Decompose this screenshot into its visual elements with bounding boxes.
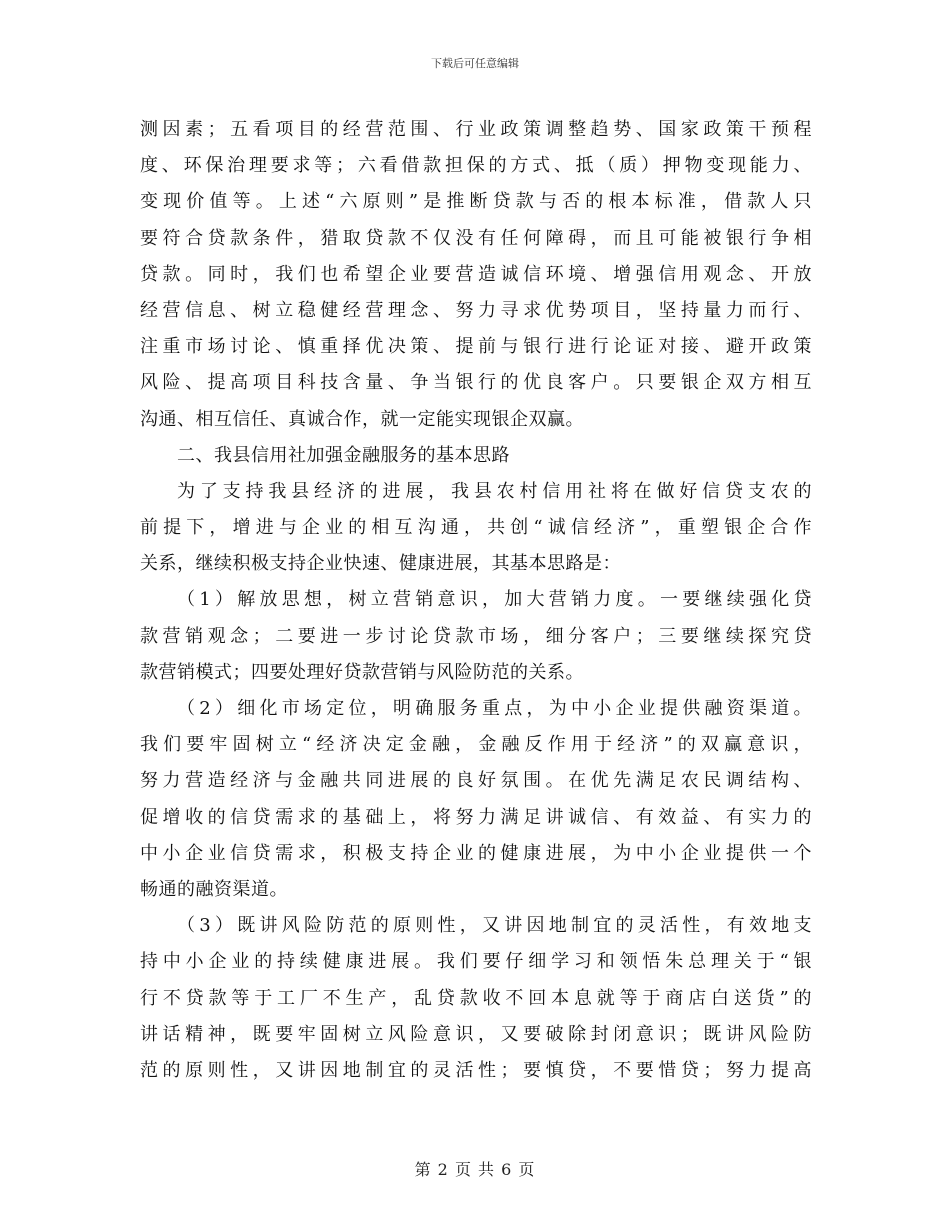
text-line: 款营销观念；二要进一步讨论贷款市场，细分客户；三要继续探究贷: [140, 625, 812, 647]
document-body: [140, 112, 812, 1089]
text-line: 中小企业信贷需求，积极支持企业的健康进展，为中小企业提供一个: [140, 842, 812, 864]
text-line: （1）解放思想，树立营销意识，加大营销力度。一要继续强化贷: [177, 589, 812, 611]
page-number: 第 2 页 共 6 页: [414, 1160, 536, 1179]
text-line: 关系，继续积极支持企业快速、健康进展，其基本思路是：: [140, 553, 621, 575]
text-line: 行不贷款等于工厂不生产，乱贷款收不回本息就等于商店白送货”的: [140, 987, 812, 1009]
text-line: 要符合贷款条件，猎取贷款不仅没有任何障碍，而且可能被银行争相: [140, 227, 812, 249]
text-line: 沟通、相互信任、真诚合作，就一定能实现银企双赢。: [140, 408, 584, 430]
text-line: 努力营造经济与金融共同进展的良好氛围。在优先满足农民调结构、: [140, 770, 812, 792]
text-line: 度、环保治理要求等；六看借款担保的方式、抵（质）押物变现能力、: [140, 155, 812, 177]
text-line: 二、我县信用社加强金融服务的基本思路: [177, 444, 510, 466]
text-line: 经营信息、树立稳健经营理念、努力寻求优势项目，坚持量力而行、: [140, 299, 812, 321]
text-line: 测因素；五看项目的经营范围、行业政策调整趋势、国家政策干预程: [140, 119, 812, 140]
text-line: 注重市场讨论、慎重择优决策、提前与银行进行论证对接、避开政策: [140, 336, 812, 358]
text-line: 风险、提高项目科技含量、争当银行的优良客户。只要银企双方相互: [140, 372, 812, 394]
text-line: 为了支持我县经济的进展，我县农村信用社将在做好信贷支农的: [177, 480, 812, 502]
page-header: 下载后可任意编辑: [431, 57, 519, 70]
text-line: 变现价值等。上述“六原则”是推断贷款与否的根本标准，借款人只: [140, 191, 812, 213]
text-line: 持中小企业的持续健康进展。我们要仔细学习和领悟朱总理关于“银: [140, 951, 812, 973]
text-line: 范的原则性，又讲因地制宜的灵活性；要慎贷，不要惜贷；努力提高: [140, 1059, 812, 1081]
text-line: 促增收的信贷需求的基础上，将努力满足讲诚信、有效益、有实力的: [140, 806, 812, 828]
text-line: 畅通的融资渠道。: [140, 878, 288, 900]
text-line: 我们要牢固树立“经济决定金融，金融反作用于经济”的双赢意识，: [140, 734, 812, 756]
text-line: （2）细化市场定位，明确服务重点，为中小企业提供融资渠道。: [177, 698, 812, 719]
text-line: 贷款。同时，我们也希望企业要营造诚信环境、增强信用观念、开放: [140, 263, 812, 285]
text-line: （3）既讲风险防范的原则性，又讲因地制宜的灵活性，有效地支: [177, 915, 812, 937]
text-line: 款营销模式；四要处理好贷款营销与风险防范的关系。: [140, 661, 584, 683]
text-line: 前提下，增进与企业的相互沟通，共创“诚信经济”，重塑银企合作: [140, 517, 812, 539]
text-line: 讲话精神，既要牢固树立风险意识，又要破除封闭意识；既讲风险防: [140, 1023, 812, 1045]
